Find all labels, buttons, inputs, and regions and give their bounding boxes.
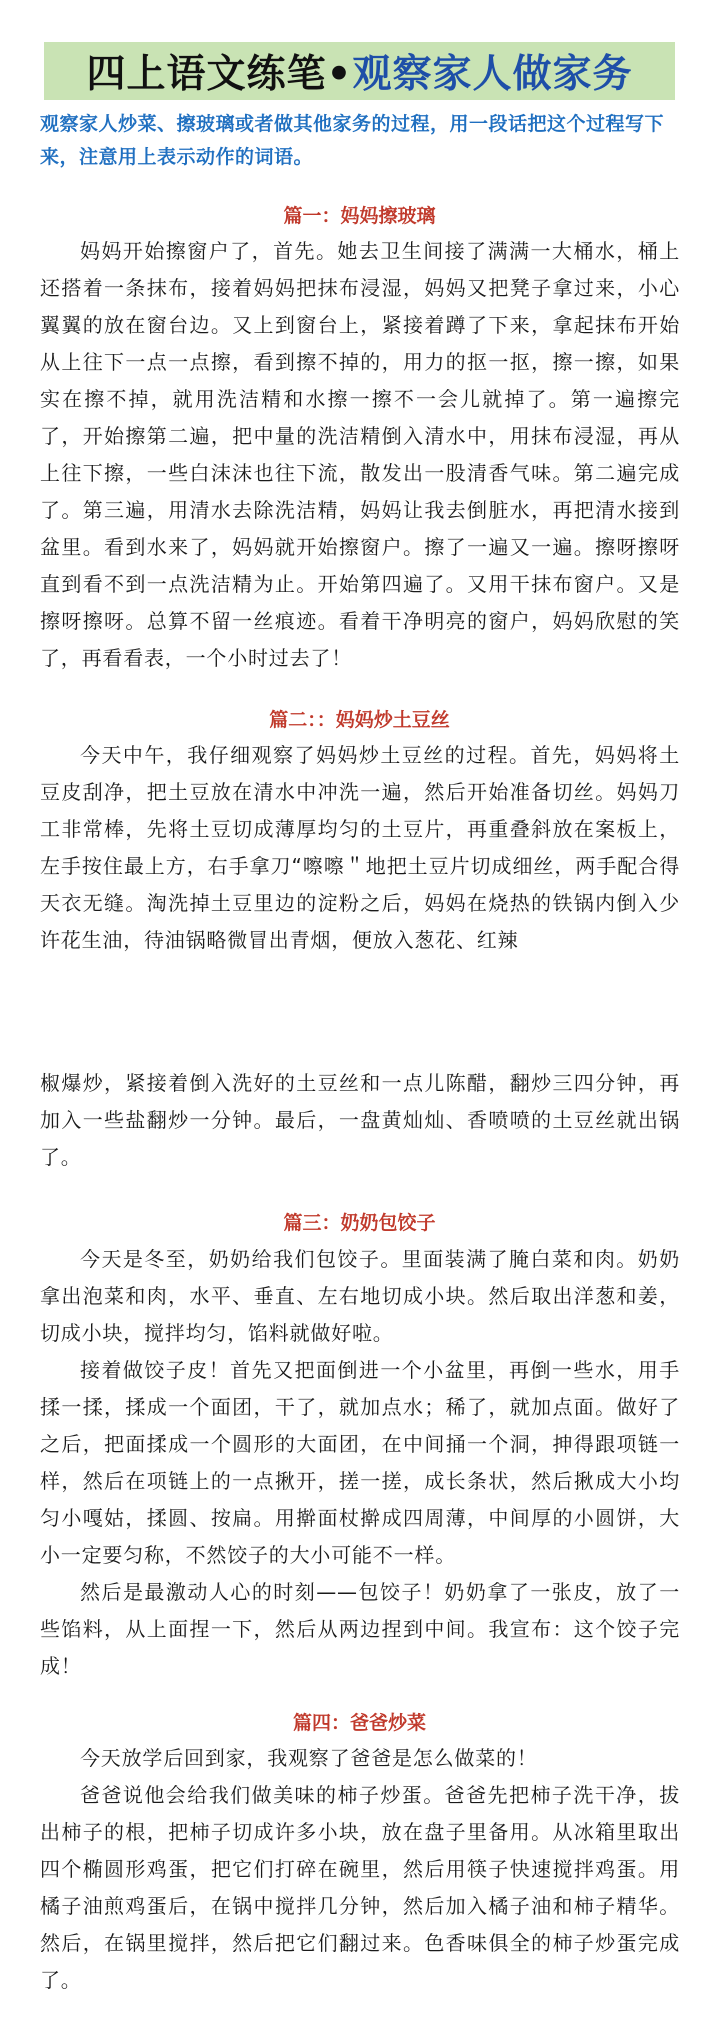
- essay-2-paragraph-1: 今天中午，我仔细观察了妈妈炒土豆丝的过程。首先，妈妈将土豆皮刮净，把土豆放在清水中冲洗一遍，然后开始准备切丝。妈妈刀工非常棒，先将土豆切成薄厚均匀的土豆片，再重叠斜放在案板上，左手按住最上方，右手拿刀“嚓嚓＂地把土豆片切成细丝，两手配合得天衣无缝。淘洗掉土豆里边的淀粉之后，妈妈在烧热的铁锅内倒入少许花生油，待油锅略微冒出青烟，便放入葱花、红辣: [40, 743, 680, 952]
- title-banner: [44, 42, 675, 100]
- essay-1-title: 篇一：妈妈擦玻璃: [283, 205, 436, 227]
- essay-4-paragraph-1: 今天放学后回到家，我观察了爸爸是怎么做菜的！: [80, 1746, 538, 1770]
- essay-4-paragraph-2: 爸爸说他会给我们做美味的柿子炒蛋。爸爸先把柿子洗干净，拔出柿子的根，把柿子切成许多小块，放在盘子里备用。从冰箱里取出四个椭圆形鸡蛋，把它们打碎在碗里，然后用筷子快速搅拌鸡蛋。用橘子油煎鸡蛋后，在锅中搅拌几分钟，然后加入橘子油和柿子精华。然后，在锅里搅拌，然后把它们翻过来。色香味俱全的柿子炒蛋完成了。: [40, 1783, 680, 1992]
- assignment-prompt: 观察家人炒菜、擦玻璃或者做其他家务的过程，用一段话把这个过程写下来，注意用上表示动作的词语。: [40, 113, 665, 168]
- essay-4-title: 篇四：爸爸炒菜: [292, 1712, 426, 1734]
- essay-1-paragraph-1: 妈妈开始擦窗户了，首先。她去卫生间接了满满一大桶水，桶上还搭着一条抹布，接着妈妈把抹布浸湿，妈妈又把凳子拿过来，小心翼翼的放在窗台边。又上到窗台上，紧接着蹲了下来，拿起抹布开始从上往下一点一点擦，看到擦不掉的，用力的抠一抠，擦一擦，如果实在擦不掉，就用洗洁精和水擦一擦不一会儿就掉了。第一遍擦完了，开始擦第二遍，把中量的洗洁精倒入清水中，用抹布浸湿，再从上往下擦，一些白沫沫也往下流，散发出一股清香气味。第二遍完成了。第三遍，用清水去除洗洁精，妈妈让我去倒脏水，再把清水接到盆里。看到水来了，妈妈就开始擦窗户。擦了一遍又一遍。擦呀擦呀直到看不到一点洗洁精为止。开始第四遍了。又用干抹布窗户。又是擦呀擦呀。总算不留一丝痕迹。看着干净明亮的窗户，妈妈欣慰的笑了，再看看表，一个小时过去了！: [40, 239, 680, 670]
- page-title-main: 四上语文练笔•: [86, 52, 353, 97]
- page-title-topic: 观察家人做家务: [352, 52, 633, 97]
- essay-2-paragraph-2: 椒爆炒，紧接着倒入洗好的土豆丝和一点儿陈醋，翻炒三四分钟，再加入一些盐翻炒一分钟。最后，一盘黄灿灿、香喷喷的土豆丝就出锅了。: [40, 1071, 680, 1169]
- essay-3-paragraph-1: 今天是冬至，奶奶给我们包饺子。里面装满了腌白菜和肉。奶奶拿出泡菜和肉，水平、垂直、左右地切成小块。然后取出洋葱和姜，切成小块，搅拌均匀，馅料就做好啦。: [40, 1247, 680, 1345]
- essay-2-title: 篇二：：妈妈炒土豆丝: [269, 709, 450, 731]
- essay-3-paragraph-3: 然后是最激动人心的时刻——包饺子！奶奶拿了一张皮，放了一些馅料，从上面捏一下，然后从两边捏到中间。我宣布：这个饺子完成！: [40, 1580, 680, 1678]
- essay-3-title: 篇三：奶奶包饺子: [283, 1212, 436, 1234]
- essay-3-paragraph-2: 接着做饺子皮！首先又把面倒进一个小盆里，再倒一些水，用手揉一揉，揉成一个面团，干了，就加点水；稀了，就加点面。做好了之后，把面揉成一个圆形的大面团，在中间捅一个洞，抻得跟项链一样，然后在项链上的一点揪开，搓一搓，成长条状，然后揪成大小均匀小嘎姑，揉圆、按扁。用擀面杖擀成四周薄，中间厚的小圆饼，大小一定要匀称，不然饺子的大小可能不一样。: [40, 1358, 680, 1567]
